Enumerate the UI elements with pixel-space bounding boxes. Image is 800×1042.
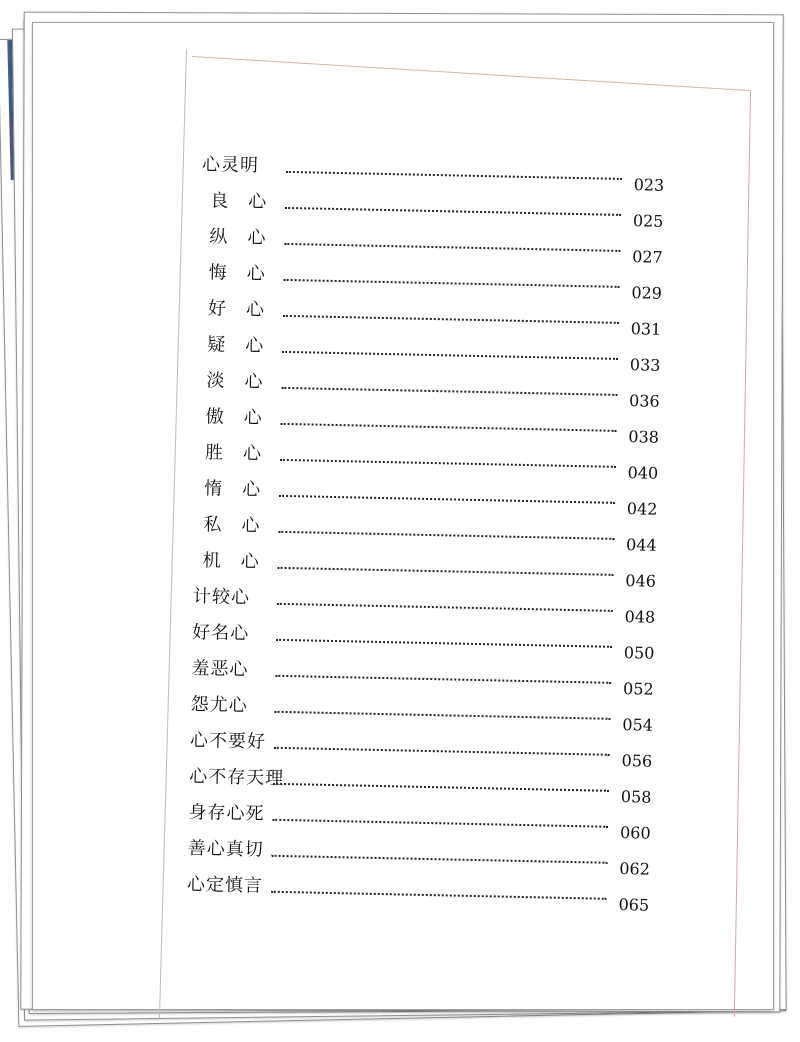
toc-entry-title: 好名心 — [191, 622, 250, 645]
toc-entry-title: 好心 — [207, 298, 285, 321]
toc-entry-page: 031 — [630, 319, 662, 339]
toc-entry-page: 058 — [620, 787, 652, 807]
toc-entry-title: 心不存天理 — [188, 766, 285, 789]
toc-entry-page: 029 — [631, 283, 663, 303]
toc-entry-page: 056 — [621, 751, 653, 771]
toc-entry-title: 疑心 — [207, 334, 284, 357]
toc-entry-title: 悔心 — [208, 262, 285, 285]
toc-entry-title: 胜心 — [204, 442, 282, 465]
toc-entry-title: 淡心 — [206, 370, 283, 393]
toc-entry-title: 纵心 — [209, 226, 286, 249]
toc-entry-page: 050 — [623, 643, 655, 663]
toc-entry-page: 060 — [619, 823, 651, 843]
toc-entry-title: 心灵明 — [201, 154, 260, 177]
toc-entry-title: 怨尤心 — [190, 694, 248, 717]
toc-entry-page: 023 — [633, 175, 665, 195]
toc-entry-title: 善心真切 — [187, 837, 264, 861]
toc-entry-title: 私心 — [203, 514, 280, 537]
toc-entry-page: 040 — [627, 463, 659, 483]
toc-entry-page: 038 — [628, 427, 660, 447]
toc-entry-title: 良心 — [210, 190, 287, 213]
toc-entry-title: 身存心死 — [188, 802, 265, 825]
toc-entry-title: 傲心 — [205, 406, 282, 429]
toc-entry-page: 046 — [625, 571, 657, 591]
toc-entry-page: 025 — [632, 211, 664, 231]
toc-entry-title: 机心 — [202, 550, 279, 573]
toc-entry-page: 065 — [618, 895, 650, 915]
toc-entry-title: 心定慎言 — [186, 873, 264, 897]
toc-entry-page: 036 — [628, 391, 660, 411]
toc-entry-page: 054 — [622, 715, 654, 735]
toc-entry-page: 027 — [631, 247, 663, 267]
toc-entry-title: 计较心 — [192, 586, 251, 609]
toc-entry-page: 042 — [626, 499, 658, 519]
toc-entry-title: 心不要好 — [189, 730, 267, 753]
toc-entry-page: 033 — [629, 355, 661, 375]
toc-entry-page: 052 — [622, 679, 654, 699]
toc-entry-title: 惰心 — [204, 478, 281, 501]
toc-entry-title: 羞恶心 — [191, 658, 249, 681]
toc-entry-page: 044 — [625, 535, 657, 555]
toc-entry-page: 048 — [624, 607, 656, 627]
toc-entry-page: 062 — [619, 859, 651, 879]
